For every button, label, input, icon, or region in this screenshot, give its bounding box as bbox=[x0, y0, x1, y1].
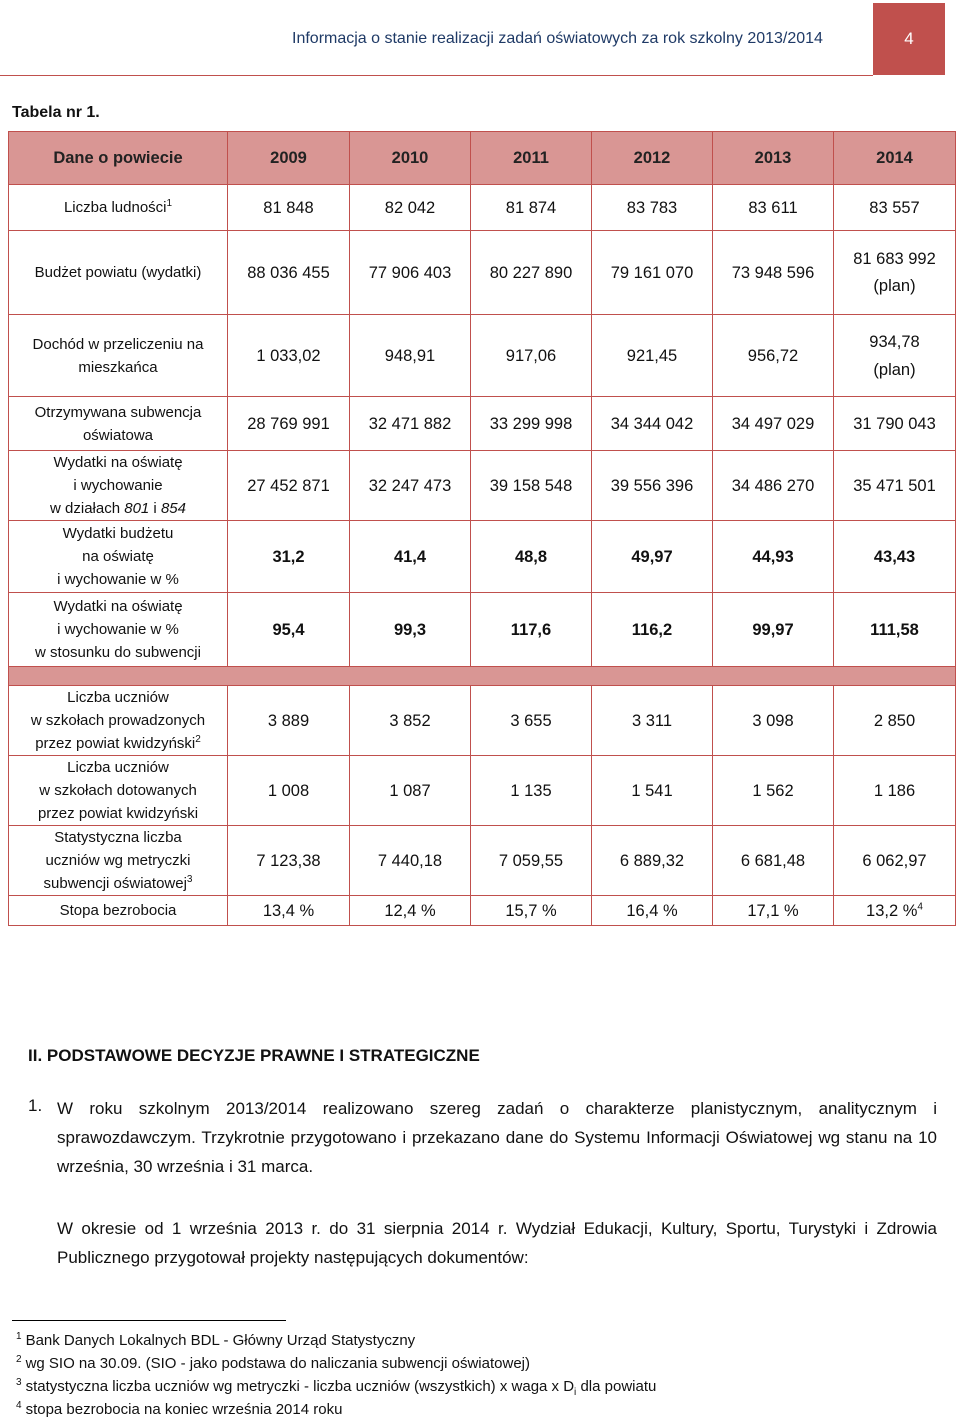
table-cell: 3 852 bbox=[350, 686, 471, 756]
table-row bbox=[9, 397, 956, 451]
table-cell: 13,2 %$^4$ bbox=[834, 896, 956, 926]
table-cell: 32 247 473 bbox=[350, 451, 471, 521]
table-cell: 34 497 029 bbox=[713, 397, 834, 451]
table-cell: 1 541 bbox=[592, 756, 713, 826]
row-label: Wydatki budżetu na oświatę i wychowanie w % bbox=[9, 521, 228, 593]
table-cell: 117,6 bbox=[471, 593, 592, 667]
table-cell: 15,7 % bbox=[471, 896, 592, 926]
table-cell: 81 683 992 (plan) bbox=[834, 231, 956, 315]
table-cell: 7 059,55 bbox=[471, 826, 592, 896]
paragraph-number: 1. bbox=[28, 1096, 43, 1115]
table-cell: 948,91 bbox=[350, 315, 471, 397]
table-cell: 81 874 bbox=[471, 185, 592, 231]
table-cell: 99,97 bbox=[713, 593, 834, 667]
table-row bbox=[9, 686, 956, 756]
table-caption: Tabela nr 1. bbox=[12, 104, 100, 121]
table-cell: 3 311 bbox=[592, 686, 713, 756]
table-cell: 3 889 bbox=[228, 686, 350, 756]
column-header: 2009 bbox=[228, 132, 350, 185]
district-data-table bbox=[8, 131, 956, 926]
table-cell: 6 681,48 bbox=[713, 826, 834, 896]
table-cell: 16,4 % bbox=[592, 896, 713, 926]
table-cell: 41,4 bbox=[350, 521, 471, 593]
footnote: $^4$ stopa bezrobocia na koniec września 2014 roku bbox=[16, 1400, 343, 1418]
table-cell: 34 486 270 bbox=[713, 451, 834, 521]
table-cell: 28 769 991 bbox=[228, 397, 350, 451]
table-cell: 7 123,38 bbox=[228, 826, 350, 896]
table-cell: 6 889,32 bbox=[592, 826, 713, 896]
table-cell: 116,2 bbox=[592, 593, 713, 667]
column-header: 2013 bbox=[713, 132, 834, 185]
footnote: $^3$ statystyczna liczba uczniów wg metryczki - liczba uczniów (wszystkich) x waga x $D_i$ dla powiatu bbox=[16, 1377, 657, 1398]
table-row bbox=[9, 315, 956, 397]
footnote: $^1$ Bank Danych Lokalnych BDL - Główny Urząd Statystyczny bbox=[16, 1331, 416, 1349]
table-cell: 917,06 bbox=[471, 315, 592, 397]
table-row bbox=[9, 521, 956, 593]
table-cell: 956,72 bbox=[713, 315, 834, 397]
footnote-divider bbox=[12, 1320, 286, 1321]
row-label: Statystyczna liczba uczniów wg metryczki subwencji oświatowej$^3$ bbox=[9, 826, 228, 896]
table-row bbox=[9, 185, 956, 231]
table-cell: 81 848 bbox=[228, 185, 350, 231]
column-header: 2012 bbox=[592, 132, 713, 185]
table-cell: 83 557 bbox=[834, 185, 956, 231]
table-cell: 1 186 bbox=[834, 756, 956, 826]
table-cell: 31 790 043 bbox=[834, 397, 956, 451]
table-separator-row bbox=[9, 667, 956, 686]
row-label: Liczba uczniów w szkołach prowadzonych przez powiat kwidzyński$^2$ bbox=[9, 686, 228, 756]
table-cell: 1 008 bbox=[228, 756, 350, 826]
table-cell: 17,1 % bbox=[713, 896, 834, 926]
table-cell: 99,3 bbox=[350, 593, 471, 667]
paragraph: W okresie od 1 września 2013 r. do 31 sierpnia 2014 r. Wydział Edukacji, Kultury, Sportu, Turystyki i Zdrowia Publicznego przygotował projekty następujących dokumentów: bbox=[57, 1219, 937, 1267]
footnote: $^2$ wg SIO na 30.09. (SIO - jako podstawa do naliczania subwencji oświatowej) bbox=[16, 1354, 530, 1372]
table-cell: 49,97 bbox=[592, 521, 713, 593]
row-label: Stopa bezrobocia bbox=[9, 896, 228, 926]
table-cell: 88 036 455 bbox=[228, 231, 350, 315]
table-header-row bbox=[9, 132, 956, 185]
row-label: Budżet powiatu (wydatki) bbox=[9, 231, 228, 315]
table-row bbox=[9, 593, 956, 667]
table-cell: 35 471 501 bbox=[834, 451, 956, 521]
table-cell: 80 227 890 bbox=[471, 231, 592, 315]
table-cell: 13,4 % bbox=[228, 896, 350, 926]
table-cell: 77 906 403 bbox=[350, 231, 471, 315]
table-cell: 95,4 bbox=[228, 593, 350, 667]
table-cell: 1 562 bbox=[713, 756, 834, 826]
table-cell: 31,2 bbox=[228, 521, 350, 593]
header-divider bbox=[0, 75, 873, 76]
table-cell: 83 783 bbox=[592, 185, 713, 231]
row-label: Liczba uczniów w szkołach dotowanych przez powiat kwidzyński bbox=[9, 756, 228, 826]
table-cell: 44,93 bbox=[713, 521, 834, 593]
column-header: 2014 bbox=[834, 132, 956, 185]
table-cell: 39 556 396 bbox=[592, 451, 713, 521]
row-label: Liczba ludności$^1$ bbox=[9, 185, 228, 231]
row-label: Dochód w przeliczeniu na mieszkańca bbox=[9, 315, 228, 397]
table-cell: 27 452 871 bbox=[228, 451, 350, 521]
table-cell: 32 471 882 bbox=[350, 397, 471, 451]
table-cell: 1 135 bbox=[471, 756, 592, 826]
table-cell: 48,8 bbox=[471, 521, 592, 593]
table-cell: 1 087 bbox=[350, 756, 471, 826]
table-cell: 73 948 596 bbox=[713, 231, 834, 315]
table-cell: 6 062,97 bbox=[834, 826, 956, 896]
table-cell: 3 098 bbox=[713, 686, 834, 756]
table-cell: 3 655 bbox=[471, 686, 592, 756]
table-cell: 33 299 998 bbox=[471, 397, 592, 451]
table-cell: 2 850 bbox=[834, 686, 956, 756]
table-row bbox=[9, 756, 956, 826]
row-label: Otrzymywana subwencja oświatowa bbox=[9, 397, 228, 451]
table-cell: 12,4 % bbox=[350, 896, 471, 926]
table-cell: 921,45 bbox=[592, 315, 713, 397]
table-cell: 83 611 bbox=[713, 185, 834, 231]
row-label: Wydatki na oświatę i wychowanie w % w stosunku do subwencji bbox=[9, 593, 228, 667]
table-row bbox=[9, 231, 956, 315]
table-row bbox=[9, 896, 956, 926]
table-row bbox=[9, 451, 956, 521]
table-cell: 7 440,18 bbox=[350, 826, 471, 896]
table-cell: 111,58 bbox=[834, 593, 956, 667]
column-header: 2011 bbox=[471, 132, 592, 185]
page-number-badge: 4 bbox=[873, 3, 945, 75]
table-cell: 79 161 070 bbox=[592, 231, 713, 315]
table-cell: 39 158 548 bbox=[471, 451, 592, 521]
table-cell: 934,78 (plan) bbox=[834, 315, 956, 397]
table-cell: 1 033,02 bbox=[228, 315, 350, 397]
table-row bbox=[9, 826, 956, 896]
table-cell: 43,43 bbox=[834, 521, 956, 593]
table-cell: 34 344 042 bbox=[592, 397, 713, 451]
running-header-title: Informacja o stanie realizacji zadań oświatowych za rok szkolny 2013/2014 bbox=[292, 30, 823, 47]
row-label: Wydatki na oświatę i wychowanie w działach 801 i 854 bbox=[9, 451, 228, 521]
column-header: 2010 bbox=[350, 132, 471, 185]
section-title: II. PODSTAWOWE DECYZJE PRAWNE I STRATEGICZNE bbox=[28, 1046, 480, 1065]
column-header: Dane o powiecie bbox=[9, 132, 228, 185]
paragraph: W roku szkolnym 2013/2014 realizowano szereg zadań o charakterze planistycznym, analitycznym i sprawozdawczym. Trzykrotnie przygotowano i przekazano dane do Systemu Informacji Oświatowej wg stanu na 10 września, 30 września i 31 marca. bbox=[57, 1099, 937, 1176]
table-cell: 82 042 bbox=[350, 185, 471, 231]
